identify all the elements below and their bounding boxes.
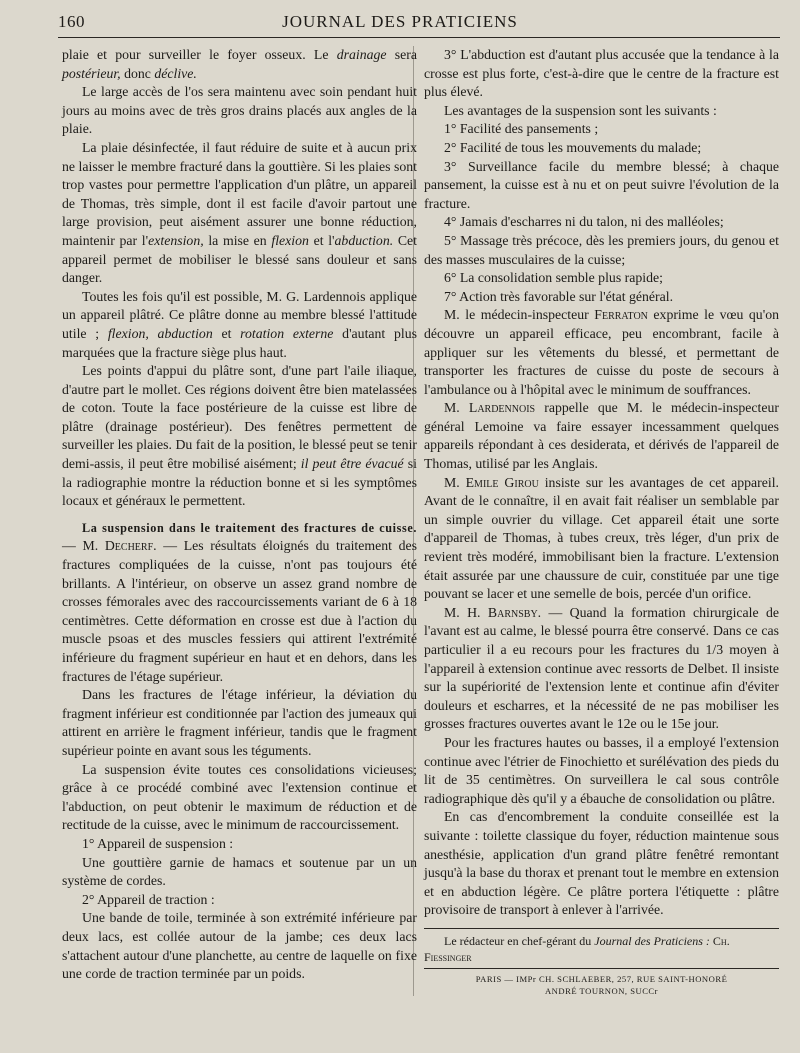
- list-item: 2° Appareil de traction :: [82, 891, 215, 907]
- list-item: 4° Jamais d'escharres ni du talon, ni des malléoles;: [444, 214, 724, 230]
- paragraph: M. le médecin-inspecteur Ferraton exprime le vœu qu'on découvre un appareil efficace, peu encombrant, facile à appliquer sur les vêtements du blessé, et permettant de transporter les fractures de cuisse du poste de secours à l'ambulance ou à l'hôpital avec le minimum de souffrances.: [424, 307, 779, 397]
- header-rule: [58, 37, 780, 38]
- paragraph: Une gouttière garnie de hamacs et soutenue par un un système de cordes.: [62, 854, 417, 889]
- paragraph: Les avantages de la suspension sont les suivants :: [444, 102, 717, 118]
- list-item: 6° La consolidation semble plus rapide;: [444, 270, 663, 286]
- paragraph: La plaie désinfectée, il faut réduire de suite et à aucun prix ne laisser le membre fracturé dans la gouttière. Si les plaies sont trop vastes pour permettre l'application d'un plâtre, un appareil de Thomas, très simple, dont il est facile d'avoir partout une large provision, peut aisément assurer une bonne réduction, maintenir par l'extension, la mise en flexion et l'abduction. Cet appareil permet de mobiliser le blessé sans douleur et sans danger.: [62, 139, 417, 286]
- paragraph: Les points d'appui du plâtre sont, d'une part l'aile iliaque, d'autre part le mollet. Ces régions doivent être bien matelassées de coton. Toute la face postérieure de la cuisse est libre de plâtre (drainage postérieur). Des fenêtres permettent de surveiller les plaies. Du fait de la position, le blessé peut se tenir demi-assis, il peut être mobilisé aisément; il peut être évacué si la radiographie montre la réduction bonne et si les symptômes locaux et généraux le permettent.: [62, 363, 417, 509]
- list-item: 1° Appareil de suspension :: [82, 835, 234, 851]
- paragraph: plaie et pour surveiller le foyer osseux. Le drainage sera postérieur, donc déclive.: [62, 47, 417, 81]
- footer-rule: [424, 968, 779, 969]
- list-item: 1° Facilité des pansements ;: [444, 121, 599, 137]
- printer-line: PARIS — IMPr CH. SCHLAEBER, 257, RUE SAINT-HONORÉ: [475, 973, 728, 984]
- list-item: 2° Facilité de tous les mouvements du malade;: [444, 139, 702, 155]
- list-item: 3° Surveillance facile du membre blessé; à chaque pansement, la cuisse est à nu et on peut suivre l'évolution de la fracture.: [424, 158, 779, 211]
- list-item: 5° Massage très précoce, dès les premiers jours, du genou et des masses musculaires de la cuisse;: [424, 232, 779, 267]
- editor-credit: Le rédacteur en chef-gérant du Journal des Praticiens : Ch. Fiessinger: [424, 933, 730, 964]
- paragraph: La suspension évite toutes ces consolidations vicieuses; grâce à ce procédé combiné avec l'extension continue et l'abduction, on peut obtenir le maximum de réduction et de rectitude de la cuisse, avec le minimum de raccourcissement.: [62, 761, 417, 833]
- printer-line: ANDRÉ TOURNON, SUCCr: [544, 985, 659, 996]
- page-header: [0, 0, 800, 40]
- list-item: 7° Action très favorable sur l'état général.: [444, 288, 674, 304]
- journal-title: JOURNAL DES PRATICIENS: [282, 12, 518, 31]
- paragraph: M. Lardennois rappelle que M. le médecin-inspecteur général Lemoine va faire essayer incessamment quelques appareils répondant à ces desiderata, et dérivés de l'appareil de Thomas, utilisé par les Anglais.: [424, 400, 779, 472]
- section-title: La suspension dans le traitement des fractures de cuisse.: [82, 520, 417, 535]
- paragraph: 3° L'abduction est d'autant plus accusée que la tendance à la crosse est plus forte, c'est-à-dire que le centre de la fracture est plus élevé.: [424, 47, 779, 100]
- footer-rule: [424, 928, 779, 929]
- paragraph: Pour les fractures hautes ou basses, il a employé l'extension continue avec l'étrier de Finochietto et surélévation des pieds du lit de 35 centimètres. On surveillera le cal sous contrôle radiographique dès qu'il y a ébauche de consolidation ou plâtre.: [424, 734, 779, 806]
- paragraph: Le large accès de l'os sera maintenu avec soin pendant huit jours au moins avec de très gros drains placés aux angles de la plaie.: [62, 84, 417, 137]
- paragraph: Une bande de toile, terminée à son extrémité inférieure par deux lacs, est collée autour de la jambe; ces deux lacs s'attachent autour d'une planchette, au centre de laquelle on fixe une corde de traction terminée par un poids.: [62, 910, 417, 982]
- section-paragraph: La suspension dans le traitement des fractures de cuisse. — M. Decherf. — Les résultats éloignés du traitement des fractures compliquées de la cuisse, n'ont pas toujours été brillants. A l'intérieur, on observe un assez grand nombre de crosses fémorales avec des raccourcissements variant de 6 à 18 centimètres. Cette déformation en crosse est due à l'action du muscle psoas et des muscles fessiers qui attirent l'extrémité inférieure du fragment supérieur en haut et en dehors, dans les fractures de l'étage supérieur.: [62, 520, 417, 684]
- page-number: 160: [58, 12, 85, 31]
- paragraph: Toutes les fois qu'il est possible, M. G. Lardennois applique un appareil plâtré. Ce plâtre donne au membre blessé l'attitude utile ; flexion, abduction et rotation externe d'autant plus marquées que la fracture siège plus haut.: [62, 288, 417, 360]
- left-column: [62, 46, 417, 984]
- paragraph: En cas d'encombrement la conduite conseillée est la suivante : toilette classique du foyer, réduction maintenue sous anesthésie, application d'un grand plâtre fenêtré remontant jusqu'à la base du thorax et prenant tout le membre en extension et en abduction légère. Ce plâtre portera l'étiquette : plâtre provisoire de transport à enlever à l'arrivée.: [424, 809, 779, 918]
- section-author: — M. Decherf.: [62, 538, 157, 554]
- right-column: [424, 46, 779, 997]
- paragraph: Dans les fractures de l'étage inférieur, la déviation du fragment inférieur est conditionnée par l'action des jumeaux qui attirent en arrière le fragment inférieur, tandis que le fragment supérieur pointe en avant sous les téguments.: [62, 687, 417, 758]
- paragraph: M. H. Barnsby. — Quand la formation chirurgicale de l'avant est au calme, le blessé pourra être conservé. Dans ce cas particulier il a eu recours pour les fractures du 1/3 moyen à l'appareil à extension continue avec ressorts de Delbet. Il insiste sur la supériorité de l'extension lente et continue afin d'éviter douleurs et escharres, et la nécessité de ne pas mobiliser les grosses fractures ouvertes avant le 12e ou le 15e jour.: [424, 604, 780, 732]
- paragraph: M. Emile Girou insiste sur les avantages de cet appareil. Avant de le connaître, il en avait fait réaliser un semblable par un simple ouvrier du village. Cet appareil était une sorte d'appareil de Thomas, à tubes creux, très léger, d'un prix de revient très modéré, immobilisant bien la fracture. L'extension était assurée par une chaussure de cuir, constituée par une tige pouvant se lacer et une semelle de bois, percée d'un orifice.: [424, 474, 779, 602]
